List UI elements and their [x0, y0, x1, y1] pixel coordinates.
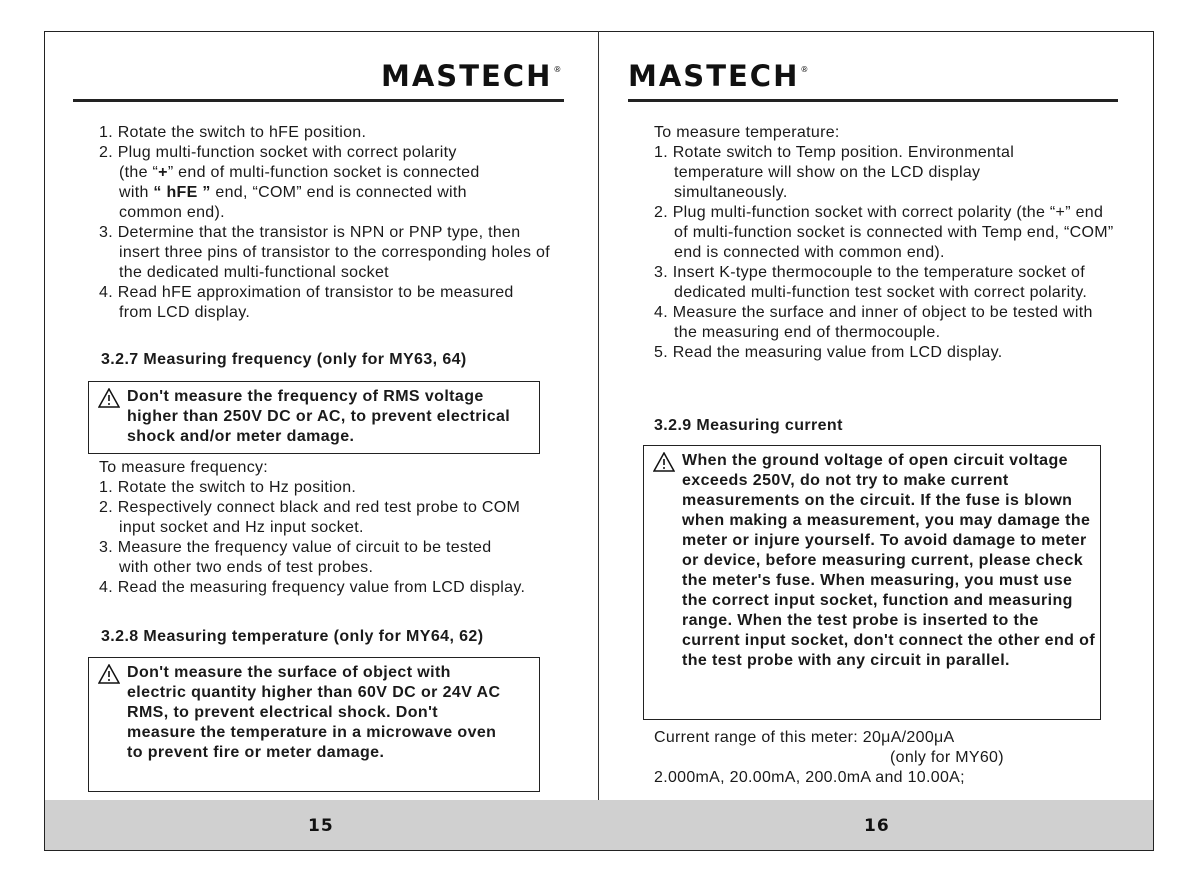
frequency-steps [99, 458, 549, 598]
range-line: Current range of this meter: 20μA/200μA [654, 729, 955, 746]
header-rule-left [73, 99, 564, 102]
list-item: 2. Respectively connect black and red test probe to COM input socket and Hz input socket. [99, 499, 521, 536]
footer-bar [45, 800, 1153, 850]
warning-box-current [643, 445, 1101, 720]
current-range [654, 728, 1094, 788]
brand-name: MASTECH [628, 59, 800, 93]
list-item: 1. Rotate the switch to Hz position. [99, 479, 357, 496]
list-item: 4. Measure the surface and inner of object to be tested with the measuring end of thermocouple. [654, 304, 1093, 341]
warning-box-temperature [88, 657, 540, 792]
section-heading-current: 3.2.9 Measuring current [654, 417, 843, 434]
list-item: 2. Plug multi-function socket with correct polarity (the “+” end of multi-function socket is connected with Temp end, “COM” end is connected with common end). [654, 204, 1114, 261]
list-item: 4. Read hFE approximation of transistor to be measured from LCD display. [99, 284, 514, 321]
brand-logo-left [381, 59, 564, 93]
list-item: 2. Plug multi-function socket with correct polarity (the “+” end of multi-function socket is connected with “ hFE ” end, “COM” end is connected with common end). [99, 144, 480, 221]
intro-text: To measure temperature: [654, 124, 840, 141]
page-number-right: 16 [864, 816, 890, 836]
warning-icon [98, 664, 120, 684]
page-number-left: 15 [308, 816, 334, 836]
registered-mark: ® [800, 65, 811, 74]
list-item: 5. Read the measuring value from LCD display. [654, 344, 1003, 361]
list-item: 3. Determine that the transistor is NPN or PNP type, then insert three pins of transistor to the corresponding holes of the dedicated multi-functional socket [99, 224, 550, 281]
range-line: 2.000mA, 20.00mA, 200.0mA and 10.00A; [654, 769, 965, 786]
warning-text: Don't measure the frequency of RMS voltage higher than 250V DC or AC, to prevent electrical shock and/or meter damage. [127, 388, 511, 445]
header-rule-right [628, 99, 1118, 102]
list-item: 3. Measure the frequency value of circuit to be tested with other two ends of test probes. [99, 539, 492, 576]
list-item: 1. Rotate the switch to hFE position. [99, 124, 367, 141]
brand-name: MASTECH [381, 59, 553, 93]
registered-mark: ® [553, 65, 564, 74]
intro-text: To measure frequency: [99, 459, 269, 476]
brand-logo-right [628, 59, 811, 93]
hfe-steps [99, 123, 549, 323]
range-note: (only for MY60) [890, 749, 1004, 766]
list-item: 4. Read the measuring frequency value from LCD display. [99, 579, 526, 596]
page-divider [598, 31, 599, 800]
temperature-steps [654, 123, 1114, 363]
list-item: 1. Rotate switch to Temp position. Environmental temperature will show on the LCD display simultaneously. [654, 144, 1015, 201]
warning-icon [98, 388, 120, 408]
warning-box-frequency [88, 381, 540, 454]
warning-text: When the ground voltage of open circuit voltage exceeds 250V, do not try to make current measurements on the circuit. If the fuse is blown when making a measurement, you may damage the meter or injure yourself. To avoid damage to meter or device, before measuring current, please check the meter's fuse. When measuring, you must use the correct input socket, function and measuring range. When the test probe is inserted to the current input socket, don't connect the other end of the test probe with any circuit in parallel. [682, 452, 1096, 669]
list-item: 3. Insert K-type thermocouple to the temperature socket of dedicated multi-function test socket with correct polarity. [654, 264, 1088, 301]
warning-text: Don't measure the surface of object with electric quantity higher than 60V DC or 24V AC RMS, to prevent electrical shock. Don't measure the temperature in a microwave oven to prevent fire or meter damage. [127, 664, 501, 761]
section-heading-temperature: 3.2.8 Measuring temperature (only for MY64, 62) [101, 628, 484, 645]
warning-icon [653, 452, 675, 472]
section-heading-frequency: 3.2.7 Measuring frequency (only for MY63, 64) [101, 351, 467, 368]
